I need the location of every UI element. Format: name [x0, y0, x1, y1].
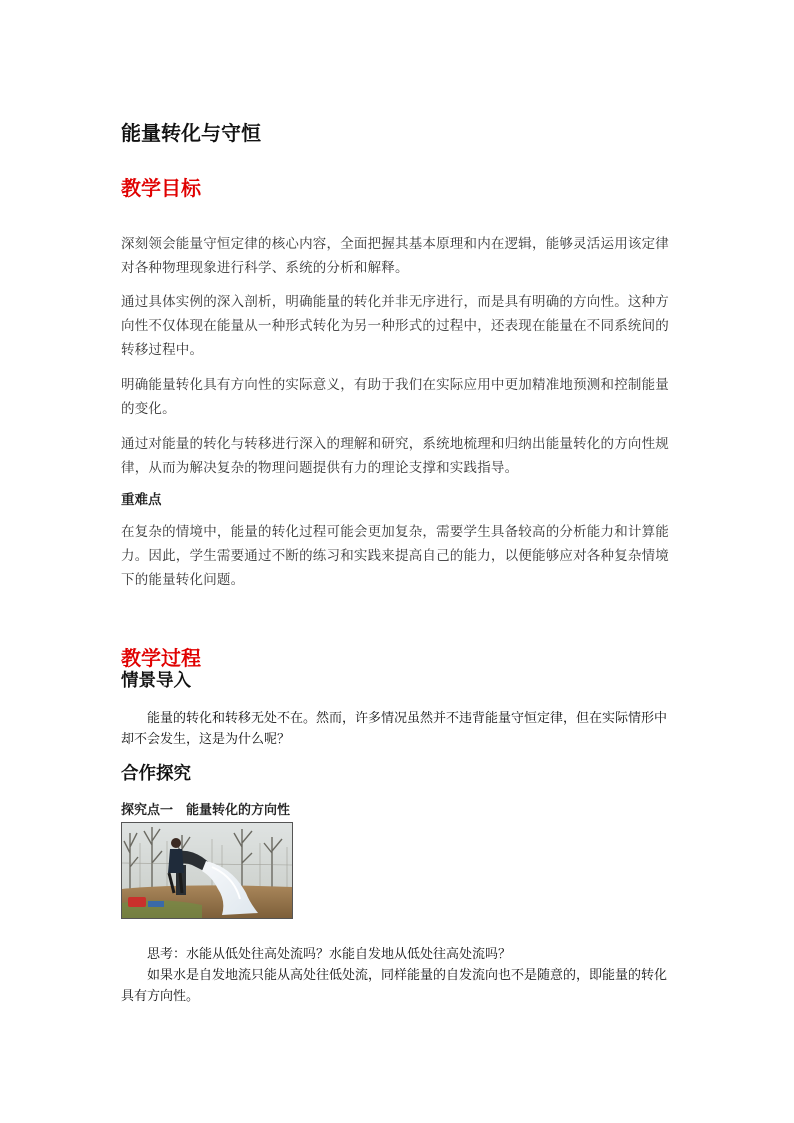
water-pump-photo: [121, 822, 293, 919]
explore-point-heading: 探究点一 能量转化的方向性: [121, 803, 291, 818]
objective-paragraph-3: 明确能量转化具有方向性的实际意义，有助于我们在实际应用中更加精准地预测和控制能量的变化。: [121, 377, 669, 417]
key-points-paragraph: 在复杂的情境中，能量的转化过程可能会更加复杂，需要学生具备较高的分析能力和计算能力。因此，学生需要通过不断的练习和实践来提高自己的能力，以便能够应对各种复杂情境下的能量转化问题。: [121, 524, 669, 588]
objective-paragraph-4: 通过对能量的转化与转移进行深入的理解和研究，系统地梳理和归纳出能量转化的方向性规律，从而为解决复杂的物理问题提供有力的理论支撑和实践指导。: [121, 436, 669, 476]
intro-paragraph: 能量的转化和转移无处不在。然而，许多情况虽然并不违背能量守恒定律，但在实际情形中却不会发生，这是为什么呢？: [121, 711, 668, 747]
key-points-heading: 重难点: [121, 492, 162, 508]
objective-paragraph-1: 深刻领会能量守恒定律的核心内容，全面把握其基本原理和内在逻辑，能够灵活运用该定律对各种物理现象进行科学、系统的分析和解释。: [121, 236, 669, 276]
page-title: 能量转化与守恒: [121, 121, 261, 145]
answer-paragraph: 如果水是自发地流只能从高处往低处流，同样能量的自发流向也不是随意的，即能量的转化具有方向性。: [121, 968, 668, 1004]
objectives-heading: 教学目标: [121, 176, 201, 200]
process-heading: 教学过程: [121, 646, 201, 670]
think-question: 思考：水能从低处往高处流吗？水能自发地从低处往高处流吗？: [147, 947, 512, 962]
cooperation-heading: 合作探究: [121, 764, 191, 784]
objective-paragraph-2: 通过具体实例的深入剖析，明确能量的转化并非无序进行，而是具有明确的方向性。这种方向性不仅体现在能量从一种形式转化为另一种形式的过程中，还表现在能量在不同系统间的转移过程中。: [121, 294, 669, 358]
intro-heading: 情景导入: [121, 671, 191, 691]
